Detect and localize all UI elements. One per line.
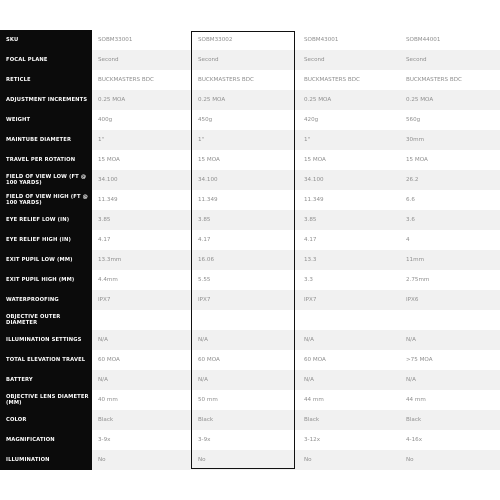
table-cell: N/A	[98, 377, 108, 383]
table-cell: BUCKMASTERS BDC	[406, 77, 462, 83]
row-values	[92, 410, 500, 430]
row-label: SKU	[0, 30, 92, 50]
table-cell: BUCKMASTERS BDC	[304, 77, 360, 83]
table-cell	[400, 310, 500, 330]
table-cell: 3-12x	[304, 437, 321, 443]
table-row	[0, 410, 500, 430]
table-cell: 4.17	[98, 237, 111, 243]
row-label: OBJECTIVE OUTER DIAMETER	[0, 310, 92, 330]
table-row	[0, 230, 500, 250]
row-label: EXIT PUPIL HIGH (MM)	[0, 270, 92, 290]
row-label: WATERPROOFING	[0, 290, 92, 310]
table-cell: IPX7	[98, 297, 111, 303]
table-row	[0, 450, 500, 470]
row-values	[92, 350, 500, 370]
table-cell: 60 MOA	[304, 357, 326, 363]
row-values	[92, 190, 500, 210]
table-cell: 26.2	[406, 177, 419, 183]
table-cell: N/A	[406, 377, 416, 383]
row-values	[92, 90, 500, 110]
row-values	[92, 70, 500, 90]
table-cell: 30mm	[406, 137, 425, 143]
table-row	[0, 110, 500, 130]
table-row	[0, 270, 500, 290]
table-cell: >75 MOA	[406, 357, 433, 363]
table-cell: No	[406, 457, 414, 463]
table-cell: 15 MOA	[304, 157, 326, 163]
row-label: RETICLE	[0, 70, 92, 90]
row-values	[92, 170, 500, 190]
table-cell: 44 mm	[304, 397, 324, 403]
table-row	[0, 30, 500, 50]
table-cell: 44 mm	[406, 397, 426, 403]
table-row	[0, 170, 500, 190]
table-cell: 4.17	[304, 237, 317, 243]
row-label: MAINTUBE DIAMETER	[0, 130, 92, 150]
table-row	[0, 70, 500, 90]
table-cell	[298, 310, 400, 330]
row-label: MAGNIFICATION	[0, 430, 92, 450]
table-cell: 3-9x	[198, 437, 211, 443]
row-values	[92, 390, 500, 410]
table-cell: 3.85	[198, 217, 211, 223]
row-values	[92, 330, 500, 350]
table-cell: Second	[304, 57, 325, 63]
table-cell: 11.349	[304, 197, 324, 203]
table-row	[0, 430, 500, 450]
row-values	[92, 250, 500, 270]
table-cell: 3.3	[304, 277, 313, 283]
table-cell: Black	[304, 417, 320, 423]
row-label: FIELD OF VIEW LOW (FT @ 100 YARDS)	[0, 170, 92, 190]
table-cell: IPX7	[198, 297, 211, 303]
table-cell: 34.100	[98, 177, 118, 183]
table-row	[0, 190, 500, 210]
table-cell: 3.85	[98, 217, 111, 223]
row-label: EYE RELIEF HIGH (IN)	[0, 230, 92, 250]
table-cell: 4.17	[198, 237, 211, 243]
table-cell: 15 MOA	[98, 157, 120, 163]
table-cell: 34.100	[304, 177, 324, 183]
table-cell: BUCKMASTERS BDC	[198, 77, 254, 83]
table-row	[0, 210, 500, 230]
table-cell: 3.85	[304, 217, 317, 223]
table-row	[0, 310, 500, 330]
table-cell: 40 mm	[98, 397, 118, 403]
table-cell: 11.349	[198, 197, 218, 203]
table-cell: No	[304, 457, 312, 463]
table-cell: Second	[98, 57, 119, 63]
row-values	[92, 270, 500, 290]
row-label: TOTAL ELEVATION TRAVEL	[0, 350, 92, 370]
table-cell: IPX7	[304, 297, 317, 303]
table-row	[0, 90, 500, 110]
row-values	[92, 450, 500, 470]
row-values	[92, 310, 500, 330]
table-cell: 60 MOA	[198, 357, 220, 363]
table-cell: 400g	[98, 117, 113, 123]
table-cell: 13.3mm	[98, 257, 122, 263]
table-cell: N/A	[406, 337, 416, 343]
table-cell: 5.55	[198, 277, 211, 283]
table-cell: SOBM43001	[304, 37, 339, 43]
row-label: TRAVEL PER ROTATION	[0, 150, 92, 170]
row-values	[92, 30, 500, 50]
table-cell: 4	[406, 237, 410, 243]
table-cell: 0.25 MOA	[98, 97, 126, 103]
table-cell: 4-16x	[406, 437, 423, 443]
row-label: EXIT PUPIL LOW (MM)	[0, 250, 92, 270]
table-cell: SOBM33001	[98, 37, 133, 43]
table-cell: 0.25 MOA	[406, 97, 434, 103]
row-label: FIELD OF VIEW HIGH (FT @ 100 YARDS)	[0, 190, 92, 210]
table-cell: BUCKMASTERS BDC	[98, 77, 154, 83]
row-label: FOCAL PLANE	[0, 50, 92, 70]
table-row	[0, 370, 500, 390]
table-cell: 6.6	[406, 197, 415, 203]
row-label: WEIGHT	[0, 110, 92, 130]
table-cell: N/A	[304, 377, 314, 383]
table-cell: 450g	[198, 117, 213, 123]
row-label: BATTERY	[0, 370, 92, 390]
table-cell: 15 MOA	[198, 157, 220, 163]
row-values	[92, 230, 500, 250]
row-label: EYE RELIEF LOW (IN)	[0, 210, 92, 230]
table-cell: Second	[198, 57, 219, 63]
row-label: ADJUSTMENT INCREMENTS	[0, 90, 92, 110]
row-label: COLOR	[0, 410, 92, 430]
row-values	[92, 430, 500, 450]
table-cell: 3-9x	[98, 437, 111, 443]
table-cell: Black	[198, 417, 214, 423]
table-cell: 60 MOA	[98, 357, 120, 363]
table-cell: 1"	[198, 137, 205, 143]
table-cell: No	[98, 457, 106, 463]
table-cell: Black	[406, 417, 422, 423]
row-values	[92, 130, 500, 150]
row-values	[92, 150, 500, 170]
row-values	[92, 50, 500, 70]
row-values	[92, 110, 500, 130]
table-row	[0, 290, 500, 310]
table-cell: 1"	[304, 137, 311, 143]
table-cell: SOBM33002	[198, 37, 233, 43]
table-cell: N/A	[98, 337, 108, 343]
table-cell: 11.349	[98, 197, 118, 203]
row-values	[92, 290, 500, 310]
table-cell	[192, 310, 298, 330]
table-cell: No	[198, 457, 206, 463]
table-cell: 420g	[304, 117, 319, 123]
table-cell: SOBM44001	[406, 37, 441, 43]
table-cell	[92, 310, 192, 330]
table-row	[0, 390, 500, 410]
table-cell: 15 MOA	[406, 157, 428, 163]
table-cell: 11mm	[406, 257, 425, 263]
table-cell: 4.4mm	[98, 277, 118, 283]
table-row	[0, 150, 500, 170]
table-cell: N/A	[198, 337, 208, 343]
table-cell: Second	[406, 57, 427, 63]
row-values	[92, 210, 500, 230]
table-row	[0, 250, 500, 270]
table-row	[0, 350, 500, 370]
table-cell: 1"	[98, 137, 105, 143]
row-label: OBJECTIVE LENS DIAMETER (MM)	[0, 390, 92, 410]
table-row	[0, 330, 500, 350]
table-cell: N/A	[198, 377, 208, 383]
table-cell: N/A	[304, 337, 314, 343]
row-label: ILLUMINATION	[0, 450, 92, 470]
table-cell: 0.25 MOA	[304, 97, 332, 103]
table-cell: IPX6	[406, 297, 419, 303]
row-values	[92, 370, 500, 390]
table-cell: 16.06	[198, 257, 215, 263]
table-cell: 2.75mm	[406, 277, 430, 283]
table-row	[0, 50, 500, 70]
table-cell: 50 mm	[198, 397, 218, 403]
table-cell: 0.25 MOA	[198, 97, 226, 103]
table-row	[0, 130, 500, 150]
table-cell: 34.100	[198, 177, 218, 183]
table-cell: 13.3	[304, 257, 317, 263]
row-label: ILLUMINATION SETTINGS	[0, 330, 92, 350]
table-cell: Black	[98, 417, 114, 423]
table-cell: 560g	[406, 117, 421, 123]
table-cell: 3.6	[406, 217, 415, 223]
spec-table	[0, 30, 500, 470]
